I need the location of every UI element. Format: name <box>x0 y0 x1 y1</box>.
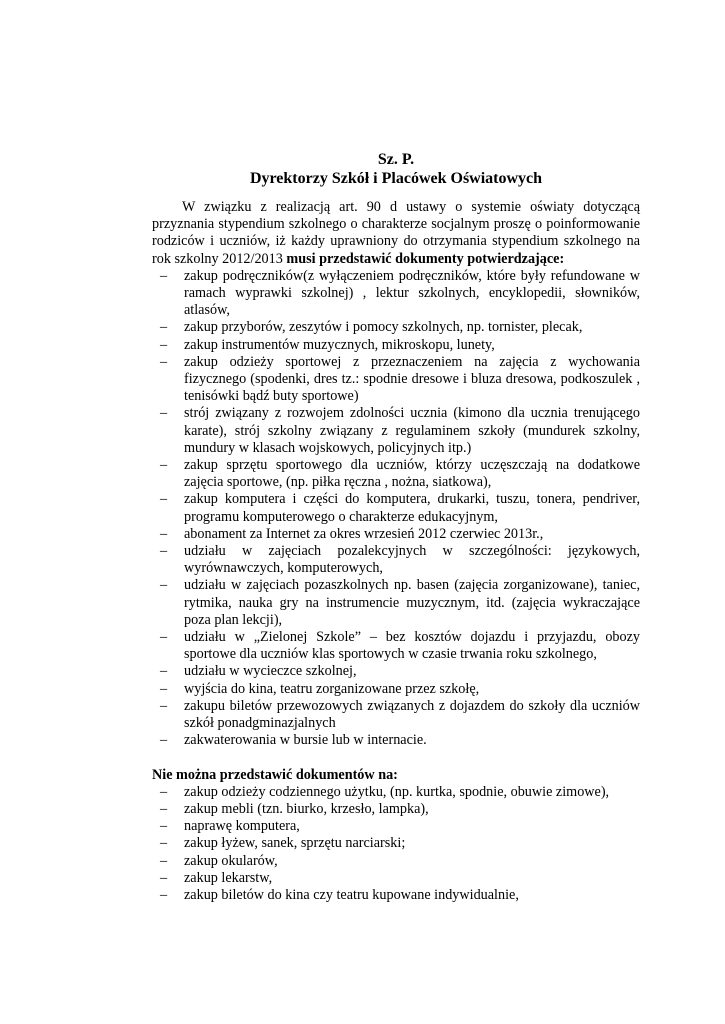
list-item <box>152 663 640 680</box>
list-item <box>152 732 640 749</box>
intro-text: W związku z realizacją art. 90 d ustawy o systemie oświaty dotyczącą przyznania stypendium szkolnego o charakterze socjalnym proszę o poinformowanie rodziców i uczniów, iż każdy uprawniony do otrzymania stypendium szkolnego na rok szkolny 2012/2013 <box>152 199 640 267</box>
list-item-text: zakup sprzętu sportowego dla uczniów, którzy uczęszczają na dodatkowe zajęcia sportowe, (np. piłka ręczna , nożna, siatkowa), <box>184 457 640 491</box>
list-item-text: zakwaterowania w bursie lub w internacie. <box>184 732 427 749</box>
disallowed-heading: Nie można przedstawić dokumentów na: <box>152 766 398 783</box>
list-item-text: zakup lekarstw, <box>184 869 273 886</box>
list-item-text: zakup podręczników(z wyłączeniem podręczników, które były refundowane w ramach wyprawki szkolnej) , lektur szkolnych, encyklopedii, słowników, atlasów, <box>184 267 640 319</box>
intro-bold-text: musi przedstawić dokumenty potwierdzające: <box>286 250 565 267</box>
addressee-salutation: Sz. P. <box>377 151 415 168</box>
section-spacer <box>152 750 640 767</box>
list-item <box>152 853 640 870</box>
dash-bullet: – <box>160 732 168 749</box>
dash-bullet: – <box>160 835 168 852</box>
dash-bullet: – <box>160 577 168 594</box>
list-item-text: abonament za Internet za okres wrzesień 2012 czerwiec 2013r., <box>184 525 544 542</box>
list-item <box>152 354 640 406</box>
list-item <box>152 835 640 852</box>
list-item <box>152 801 640 818</box>
list-item-text: zakup łyżew, sanek, sprzętu narciarski; <box>184 835 406 852</box>
dash-bullet: – <box>160 336 168 353</box>
list-item <box>152 818 640 835</box>
dash-bullet: – <box>160 525 168 542</box>
list-item-text: zakup odzieży sportowej z przeznaczeniem na zajęcia z wychowania fizycznego (spodenki, dres tz.: spodnie dresowe i bluza dresowa, podkoszulek , tenisówki bądź buty sportowe) <box>184 353 640 405</box>
dash-bullet: – <box>160 869 168 886</box>
document-content <box>152 150 640 904</box>
list-item <box>152 870 640 887</box>
list-item-text: zakup przyborów, zeszytów i pomocy szkolnych, np. tornister, plecak, <box>184 319 583 336</box>
list-item <box>152 457 640 491</box>
list-item <box>152 405 640 457</box>
dash-bullet: – <box>160 319 168 336</box>
dash-bullet: – <box>160 663 168 680</box>
dash-bullet: – <box>160 543 168 560</box>
list-item <box>152 681 640 698</box>
list-item-text: udziału w wycieczce szkolnej, <box>184 663 357 680</box>
list-item-text: udziału w zajęciach pozaszkolnych np. basen (zajęcia zorganizowane), taniec, rytmika, nauka gry na instrumencie muzycznym, itd. (zajęcia wykraczające poza plan lekcji), <box>184 577 640 628</box>
dash-bullet: – <box>160 886 168 903</box>
dash-bullet: – <box>160 783 168 800</box>
dash-bullet: – <box>160 680 168 697</box>
list-item <box>152 268 640 320</box>
dash-bullet: – <box>160 405 168 422</box>
intro-paragraph <box>152 199 640 268</box>
dash-bullet: – <box>160 353 168 370</box>
list-item-text: naprawę komputera, <box>184 818 300 835</box>
list-item-text: zakup odzieży codziennego użytku, (np. kurtka, spodnie, obuwie zimowe), <box>184 783 610 800</box>
addressee-title: Dyrektorzy Szkół i Placówek Oświatowych <box>249 170 543 187</box>
list-item <box>152 577 640 629</box>
list-item <box>152 784 640 801</box>
list-item <box>152 491 640 525</box>
list-item-text: strój związany z rozwojem zdolności ucznia (kimono dla ucznia trenującego karate), strój szkolny związany z regulaminem szkoły (mundurek szkolny, mundury w klasach wojskowych, policyjnych itp.) <box>184 405 640 456</box>
dash-bullet: – <box>160 852 168 869</box>
list-item-text: zakup komputera i części do komputera, drukarki, tuszu, tonera, pendriver, programu komputerowego o charakterze edukacyjnym, <box>184 491 640 525</box>
dash-bullet: – <box>160 697 168 714</box>
dash-bullet: – <box>160 818 168 835</box>
dash-bullet: – <box>160 457 168 474</box>
list-item-text: zakup okularów, <box>184 852 278 869</box>
list-item <box>152 526 640 543</box>
dash-bullet: – <box>160 800 168 817</box>
list-item <box>152 543 640 577</box>
dash-bullet: – <box>160 491 168 508</box>
dash-bullet: – <box>160 629 168 646</box>
list-item-text: zakupu biletów przewozowych związanych z dojazdem do szkoły dla uczniów szkół ponadgminazjalnych <box>184 697 640 732</box>
list-item <box>152 629 640 663</box>
allowed-documents-list <box>152 268 640 750</box>
list-item-text: zakup instrumentów muzycznych, mikroskopu, lunety, <box>184 336 495 353</box>
list-item <box>152 337 640 354</box>
list-item-text: udziału w „Zielonej Szkole” – bez kosztów dojazdu i przyjazdu, obozy sportowe dla uczniów klas sportowych w czasie trwania roku szkolnego, <box>184 629 640 663</box>
list-item-text: wyjścia do kina, teatru zorganizowane przez szkołę, <box>184 680 480 697</box>
list-item-text: zakup biletów do kina czy teatru kupowane indywidualnie, <box>184 886 519 903</box>
list-item <box>152 319 640 336</box>
list-item <box>152 887 640 904</box>
list-item-text: udziału w zajęciach pozalekcyjnych w szczególności: językowych, wyrównawczych, komputerowych, <box>184 543 640 577</box>
dash-bullet: – <box>160 267 168 284</box>
list-item-text: zakup mebli (tzn. biurko, krzesło, lampka), <box>184 800 429 817</box>
disallowed-documents-list <box>152 784 640 904</box>
list-item <box>152 698 640 732</box>
